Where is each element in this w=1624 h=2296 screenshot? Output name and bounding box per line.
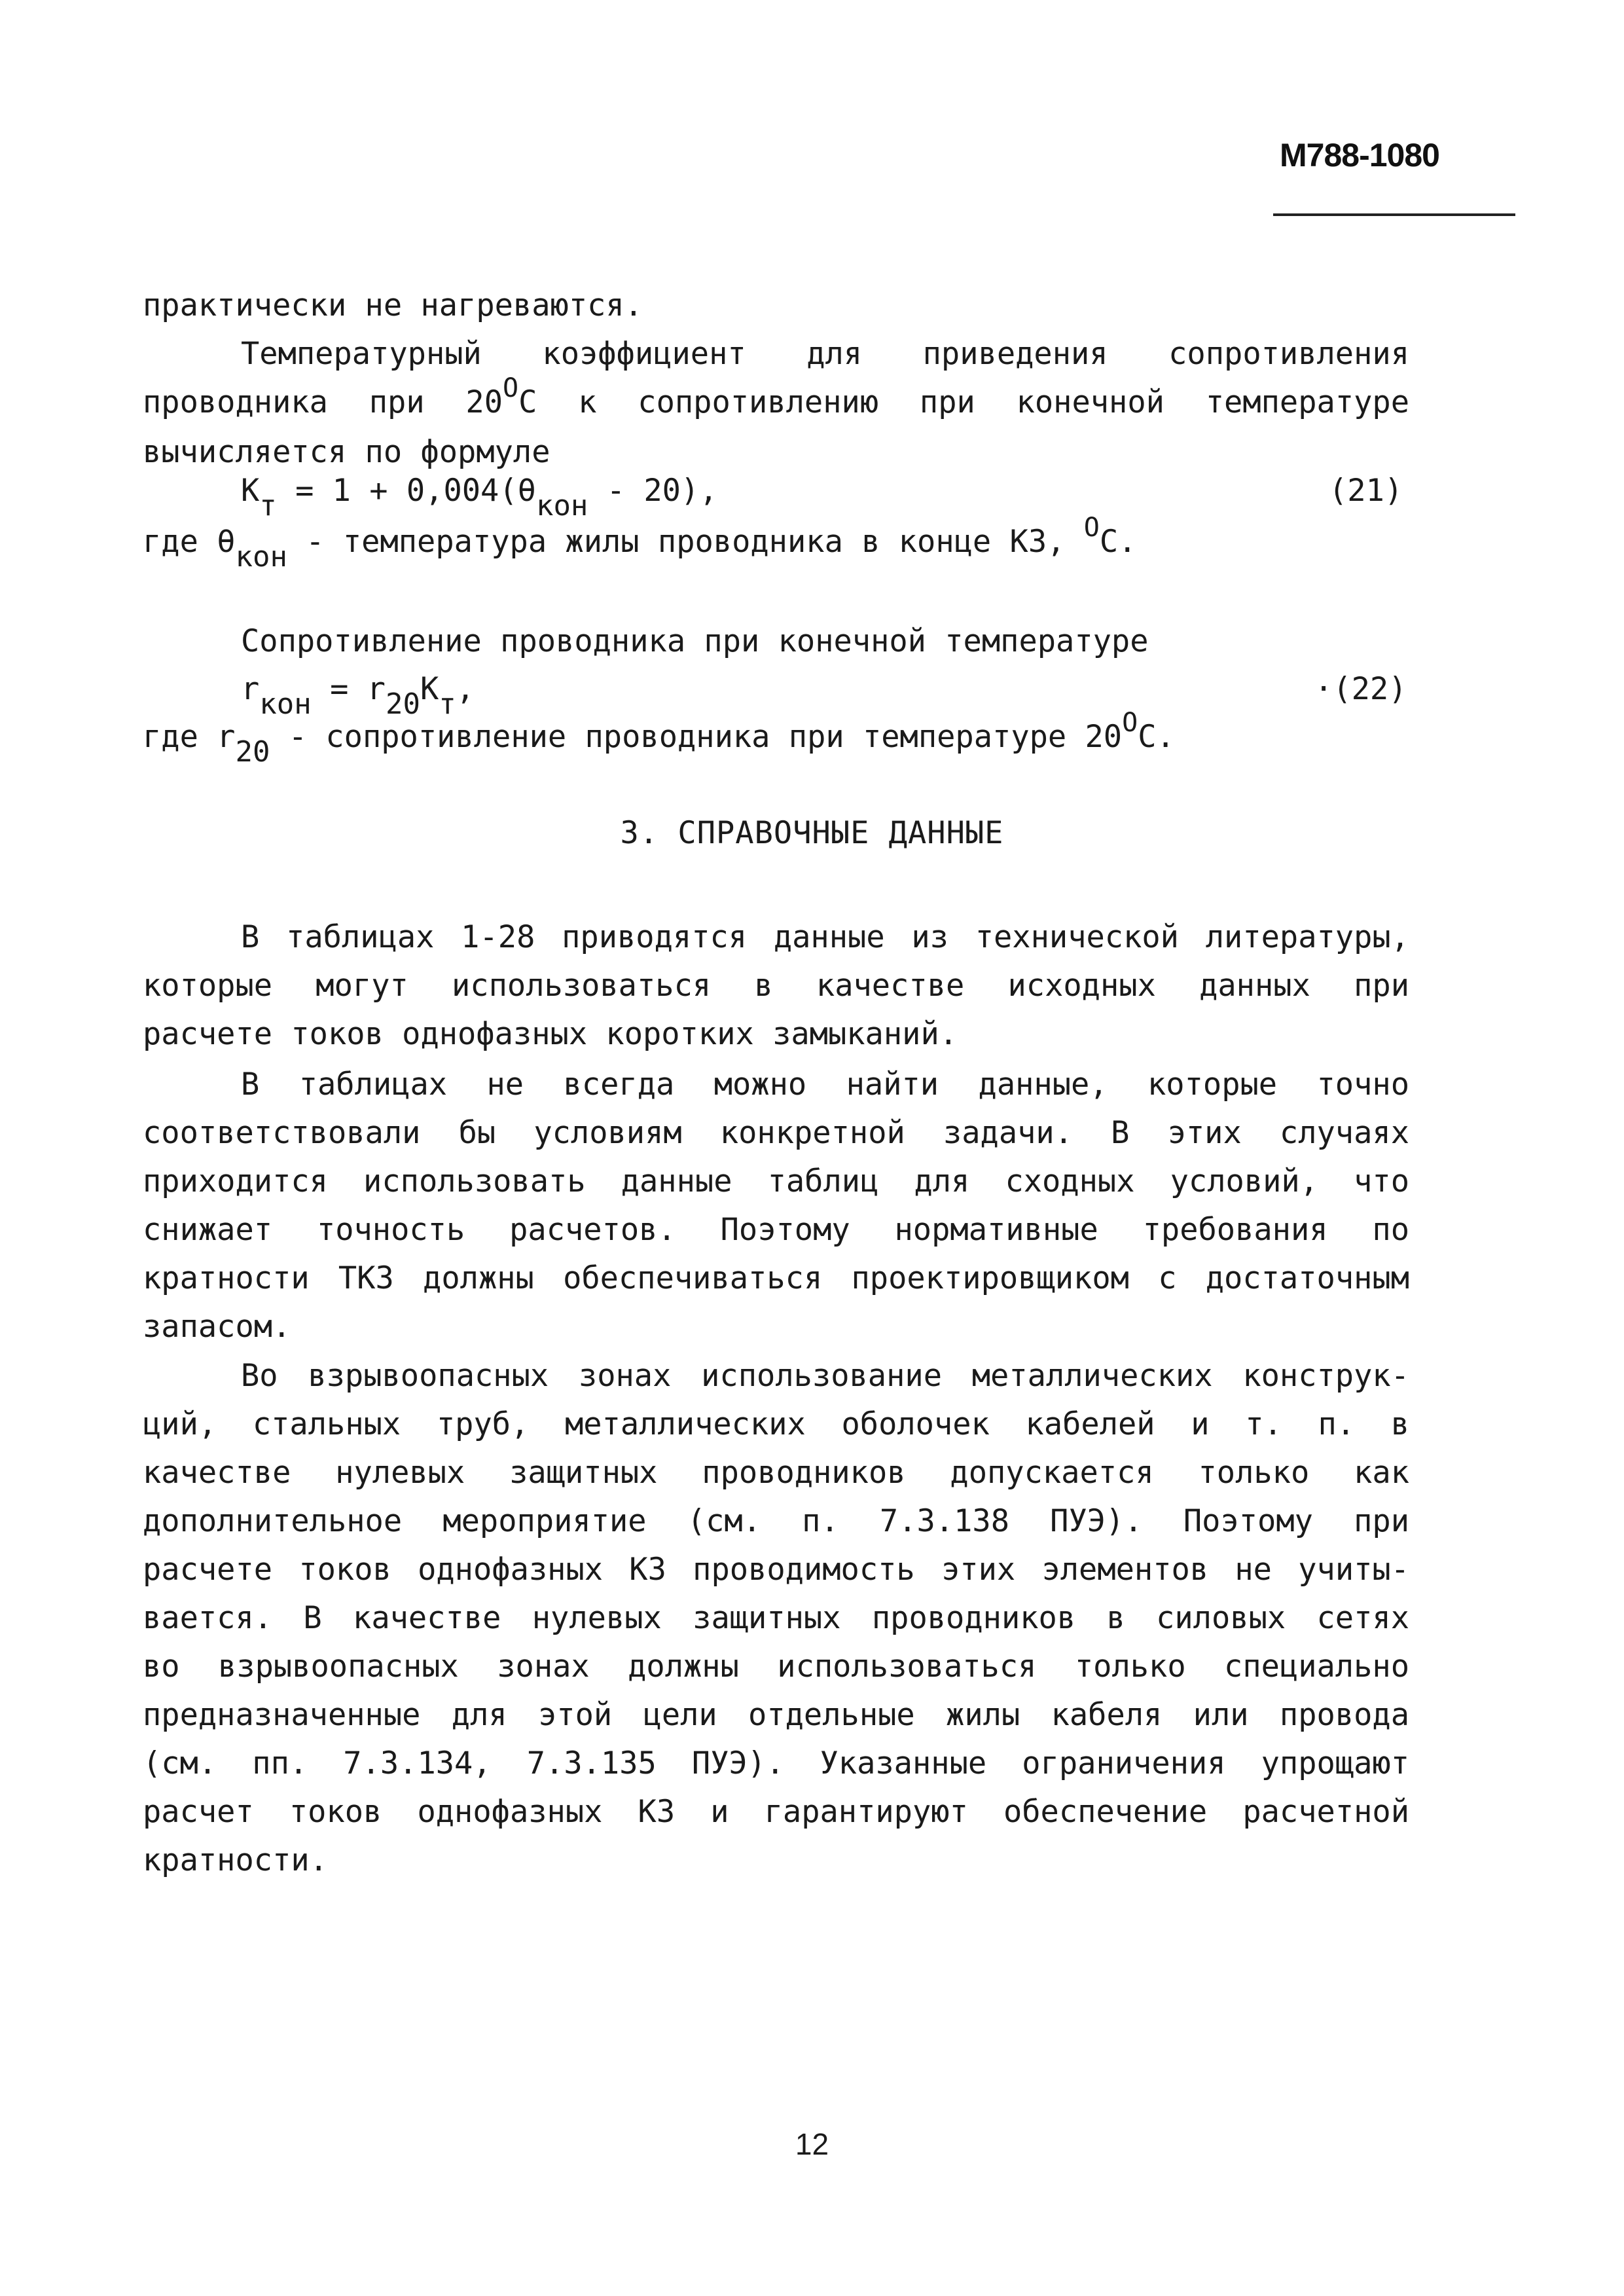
p2-line: кратности ТКЗ должны обеспечиваться проектировщиком с достаточным: [143, 1260, 1409, 1296]
p3-line: расчет токов однофазных КЗ и гарантируют обеспечение расчетной: [143, 1794, 1409, 1830]
where-21-degree: О: [1083, 513, 1100, 543]
formula-22-r-sub: 20: [385, 687, 420, 721]
p1-line: В таблицах 1-28 приводятся данные из технической литературы,: [241, 919, 1409, 955]
p3-line: во взрывоопасных зонах должны использоваться только специально: [143, 1649, 1409, 1685]
section3-paragraph-2: [143, 1061, 1409, 1351]
p1-line: расчете токов однофазных коротких замыканий.: [143, 1016, 958, 1052]
where-22-sub: 20: [235, 735, 270, 769]
p2-line: В таблицах не всегда можно найти данные, которые точно: [241, 1066, 1409, 1102]
where-22-unit: С.: [1138, 719, 1175, 755]
formula-22-tail: ,: [456, 671, 475, 707]
temp-coeff-line-2a: проводника при 20: [143, 384, 503, 420]
formula-21-rhs-b: - 20),: [588, 473, 718, 509]
temp-coeff-line-3: вычисляется по формуле: [143, 434, 550, 470]
formula-21-lhs-sub: т: [259, 489, 277, 522]
formula-22-eq: = r: [311, 671, 386, 707]
document-code: M788-1080: [1280, 137, 1439, 173]
formula-21-lhs: К: [241, 473, 260, 509]
formula-21-theta-sub: кон: [535, 489, 588, 522]
formula-21-rhs-a: = 1 + 0,004(: [276, 473, 518, 509]
p3-line: ций, стальных труб, металлических оболочек кабелей и т. п. в: [143, 1406, 1409, 1442]
page-number: 12: [795, 2127, 829, 2161]
p2-line: запасом.: [143, 1309, 291, 1345]
formula-21: [241, 473, 718, 522]
where-21-theta: θ: [217, 524, 236, 560]
p3-line: дополнительное мероприятие (см. п. 7.3.138 ПУЭ). Поэтому при: [143, 1503, 1409, 1539]
p2-line: приходится использовать данные таблиц для сходных условий, что: [143, 1163, 1409, 1199]
degree-mark: О: [503, 373, 519, 403]
formula-22: [241, 671, 475, 721]
where-21-prefix: где: [143, 524, 217, 560]
formula-22-k-sub: т: [439, 687, 456, 721]
p3-line: (см. пп. 7.3.134, 7.3.135 ПУЭ). Указанные ограничения упрощают: [143, 1745, 1409, 1781]
temp-coeff-line-2b: С к сопротивлению при конечной температуре: [518, 384, 1409, 420]
where-21-unit: С.: [1099, 524, 1137, 560]
where-22-degree: О: [1122, 708, 1138, 738]
where-21: [143, 513, 1137, 574]
theta-symbol: θ: [517, 473, 536, 509]
p3-line: Во взрывоопасных зонах использование металлических конструк-: [241, 1358, 1409, 1394]
where-22-prefix: где r: [143, 719, 236, 755]
formula-22-lhs: r: [241, 671, 260, 707]
formula-22-lhs-sub: кон: [259, 687, 312, 721]
p1-line: которые могут использоваться в качестве исходных данных при: [143, 968, 1409, 1004]
resistance-intro: Сопротивление проводника при конечной температуре: [241, 623, 1149, 659]
section3-paragraph-3: [143, 1352, 1409, 1885]
p3-line: предназначенные для этой цели отдельные жилы кабеля или провода: [143, 1697, 1409, 1733]
section-heading: 3. СПРАВОЧНЫЕ ДАННЫЕ: [620, 815, 1004, 851]
section3-paragraph-1: [143, 913, 1409, 1059]
header-rule: [1273, 213, 1515, 216]
equation-number-21: (21): [1329, 473, 1403, 509]
continued-line: практически не нагреваются.: [143, 287, 643, 323]
where-22-text: - сопротивление проводника при температуре 20: [270, 719, 1123, 755]
p3-line: вается. В качестве нулевых защитных проводников в силовых сетях: [143, 1600, 1409, 1636]
where-21-text: - температура жилы проводника в конце КЗ,: [287, 524, 1084, 560]
p2-line: соответствовали бы условиям конкретной задачи. В этих случаях: [143, 1115, 1409, 1151]
top-paragraphs: [143, 282, 1409, 477]
where-22: [143, 708, 1175, 769]
p3-line: расчете токов однофазных КЗ проводимость этих элементов не учиты-: [143, 1552, 1409, 1588]
formula-22-k: К: [420, 671, 439, 707]
p2-line: снижает точность расчетов. Поэтому нормативные требования по: [143, 1212, 1409, 1248]
where-21-theta-sub: кон: [235, 540, 287, 574]
p3-line: качестве нулевых защитных проводников допускается только как: [143, 1455, 1409, 1491]
temp-coeff-line-2: [143, 373, 1409, 428]
equation-number-22: ·(22): [1314, 671, 1407, 707]
temp-coeff-line-1: Температурный коэффициент для приведения сопротивления: [241, 336, 1409, 372]
p3-line: кратности.: [143, 1842, 328, 1878]
